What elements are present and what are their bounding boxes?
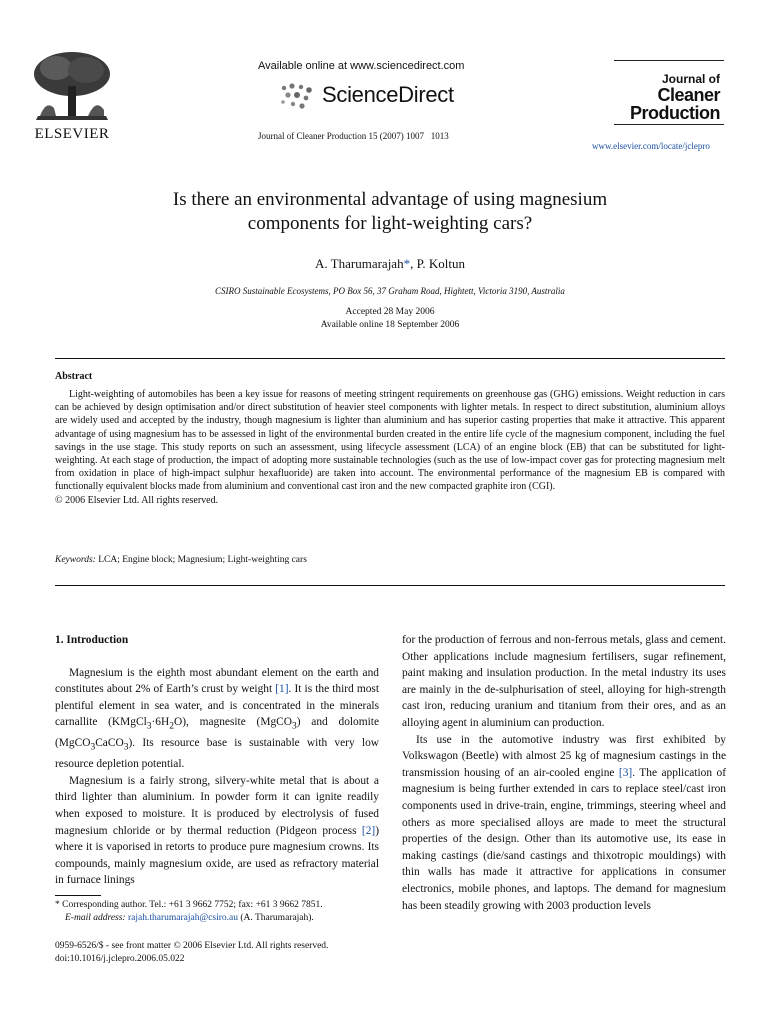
sciencedirect-dots-icon bbox=[278, 82, 318, 110]
footnote-contact: * Corresponding author. Tel.: +61 3 9662 7752; fax: +61 3 9662 7851. bbox=[55, 900, 323, 910]
issn-line: 0959-6526/$ - see front matter © 2006 Elsevier Ltd. All rights reserved. bbox=[55, 941, 329, 951]
divider bbox=[55, 358, 725, 359]
journal-logo-line2: Cleaner bbox=[657, 85, 720, 105]
left-column bbox=[55, 632, 379, 889]
paragraph: Magnesium is a fairly strong, silvery-white metal that is about a third lighter than aluminium. In powder form it can ignite readily when exposed to moisture. It is produced by electrolysis of fused magnesium chloride or by thermal reduction (Pidgeon process [2]) where it is vaporised in retorts to produce pure magnesium crowns. Its compounds, mainly magnesium oxide, are used as refractory material in furnace linings bbox=[55, 774, 379, 887]
sciencedirect-availability: Available online at www.sciencedirect.com bbox=[258, 60, 465, 72]
elsevier-logo bbox=[22, 50, 122, 142]
journal-url-link[interactable]: www.elsevier.com/locate/jclepro bbox=[592, 141, 710, 151]
paragraph: Its use in the automotive industry was first exhibited by Volkswagon (Beetle) with almost 25 kg of magnesium castings in the transmission housing of an air-cooled engine [3]. The application of magnesium is being further extended in cars to replace steel/cast iron components used in drive-train, engine, trimmings, steering wheel and others as more specialised alloys are made to meet the structural properties of the design. Other than its automotive use, its ease in making castings (die/sand castings and thixotropic mouldings) with thin walls has made it attractive for applications in consumer electronics, mobile phones, and laptops. The demand for magnesium has been steadily growing with 2003 production levels bbox=[402, 733, 726, 912]
reference-link-2[interactable]: [2] bbox=[361, 824, 376, 837]
elsevier-wordmark: ELSEVIER bbox=[34, 126, 110, 142]
author-name: P. Koltun bbox=[416, 256, 465, 271]
right-column bbox=[402, 632, 726, 914]
article-title-line: Is there an environmental advantage of using magnesium bbox=[172, 189, 608, 210]
journal-logo-rule bbox=[614, 60, 724, 61]
journal-logo-line1: Journal of bbox=[661, 72, 720, 86]
accepted-date: Accepted 28 May 2006 bbox=[345, 307, 435, 317]
paragraph: for the production of ferrous and non-ferrous metals, glass and cement. Other applications include magnesium fertilisers, sugar refinement, paint making and insulation production. In the metal industry its uses are mainly in the de-sulphurisation of steel, alloying for high-strength cast iron, reducing uranium and titanium from their ores, and as an alloying agent in aluminium can production. bbox=[402, 634, 726, 729]
keywords bbox=[55, 555, 307, 565]
reference-link-1[interactable]: [1] bbox=[275, 683, 289, 696]
author-list bbox=[60, 256, 720, 272]
author-name: A. Tharumarajah bbox=[315, 256, 404, 271]
journal-logo bbox=[614, 60, 724, 132]
abstract-copyright: © 2006 Elsevier Ltd. All rights reserved. bbox=[55, 494, 219, 506]
issn-doi bbox=[55, 940, 328, 966]
sciencedirect-wordmark: ScienceDirect bbox=[322, 82, 454, 107]
divider bbox=[55, 585, 725, 586]
abstract-text: Light-weighting of automobiles has been a key issue for reasons of meeting stringent requirements on greenhouse gas (GHG) emissions. Weight reduction in cars can be achieved by design optimisation and/or direct substitution of heavier steel components with lighter metals. In respect to direct substitution, aluminium alloys are widely used and accepted by the industry, though magnesium is lighter than aluminium and has superior casting properties that make it attractive. This apparent advantage of using magnesium has to be assessed in light of the environmental burden created in the entire life cycle of the magnesium component, including the fuel savings in the use stage. This study reports on such an assessment, using lifecycle assessment (LCA) of an engine block (EB) that can be substituted for light-weighting. At each stage of production, the impact of adopting more sustainable technologies (such as the use of low-impact cover gas for protecting magnesium melt from oxidation in place of high-impact sulphur hexafluoride) are taken into account. The environmental performance of the magnesium EB is compared with functionally equivalent blocks made from aluminium and conventional cast iron and the new compacted graphite iron (CGI). bbox=[55, 389, 725, 493]
article-title bbox=[60, 188, 720, 236]
author-affiliation: CSIRO Sustainable Ecosystems, PO Box 56, 37 Graham Road, Hightett, Victoria 3190, Australia bbox=[215, 286, 565, 296]
section-heading: 1. Introduction bbox=[55, 634, 129, 646]
online-date: Available online 18 September 2006 bbox=[320, 320, 460, 330]
email-owner: (A. Tharumarajah). bbox=[238, 913, 314, 923]
corresponding-author-footnote bbox=[55, 899, 385, 925]
doi-line: doi:10.1016/j.jclepro.2006.05.022 bbox=[55, 954, 185, 964]
sciencedirect-logo bbox=[278, 80, 478, 112]
article-title-line: components for light-weighting cars? bbox=[247, 213, 533, 234]
footnote-email-line bbox=[55, 912, 385, 925]
keywords-list: LCA; Engine block; Magnesium; Light-weighting cars bbox=[95, 555, 307, 565]
journal-logo-line3: Production bbox=[630, 103, 720, 123]
elsevier-tree-icon bbox=[26, 50, 118, 124]
paragraph: Magnesium is the eighth most abundant element on the earth and constitutes about 2% of Earth’s crust by weight [1]. It is the third most plentiful element in sea water, and is concentrated in the minerals carnallite $(KMgCl_3\cdot 6H_2O)$, magnesite (MgCO$_3$) and dolomite (MgCO$_3$CaCO$_3$). Its resource base is sustainable with very low resource depletion potential. bbox=[55, 666, 379, 771]
email-label: E-mail address: bbox=[65, 913, 126, 923]
journal-citation: Journal of Cleaner Production 15 (2007) 1007 1013 bbox=[258, 131, 449, 141]
keywords-label: Keywords: bbox=[55, 555, 96, 565]
page-header bbox=[0, 0, 768, 160]
reference-link-3[interactable]: [3] bbox=[618, 766, 633, 779]
footnote-divider bbox=[55, 895, 101, 896]
abstract-body bbox=[55, 388, 725, 507]
corresponding-author-link[interactable]: * bbox=[403, 256, 411, 271]
author-separator: , bbox=[410, 256, 417, 271]
journal-logo-rule bbox=[614, 124, 724, 125]
abstract-heading: Abstract bbox=[55, 371, 93, 382]
email-link[interactable]: rajah.tharumarajah@csiro.au bbox=[127, 913, 239, 923]
article-dates bbox=[60, 306, 720, 332]
